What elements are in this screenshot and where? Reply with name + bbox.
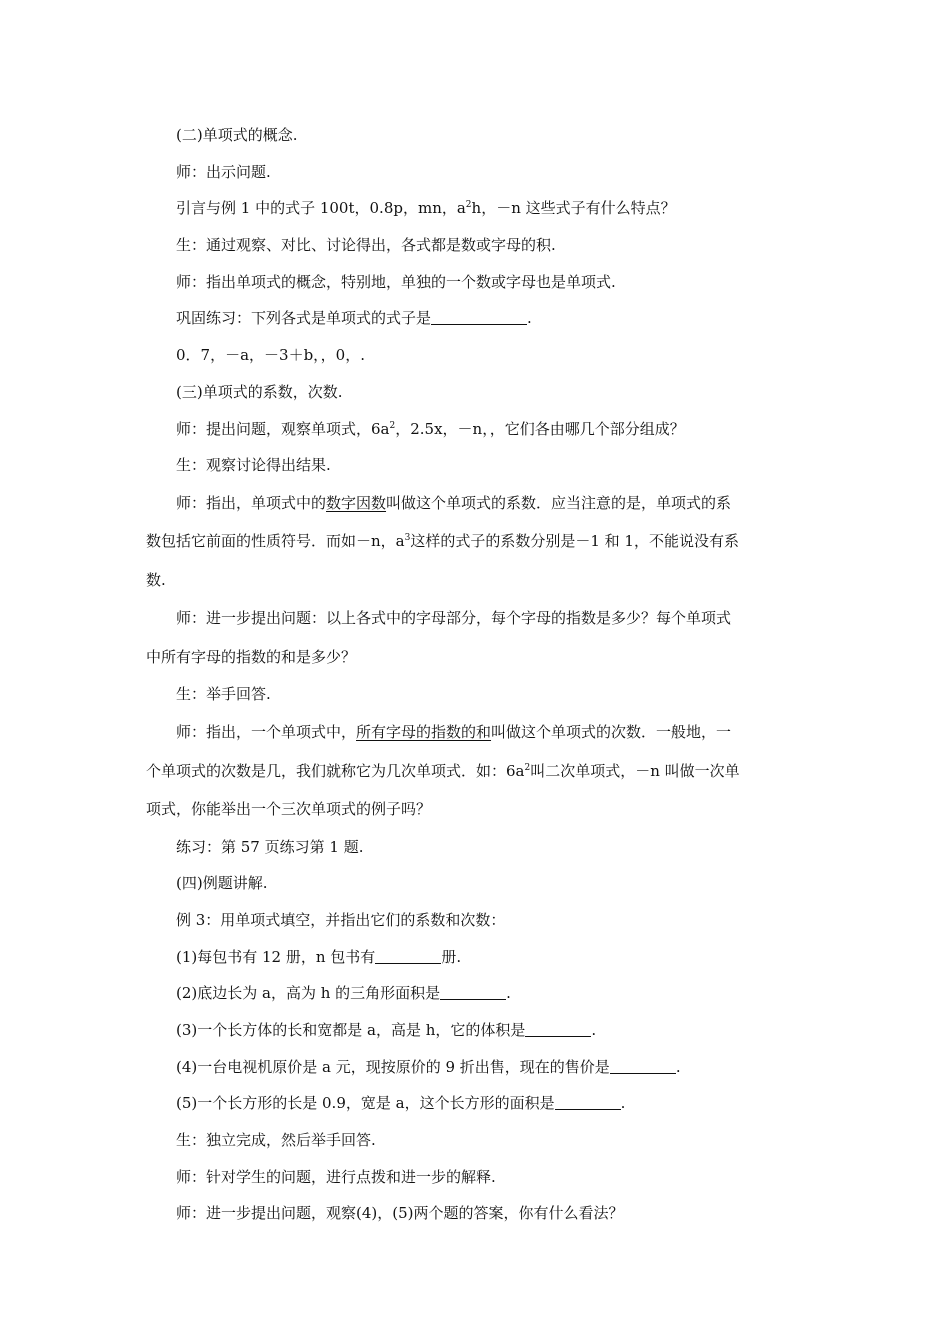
text: .: [620, 1094, 626, 1113]
example-item-5: [146, 1085, 816, 1122]
answer-blank: [375, 947, 441, 964]
text: .: [527, 309, 532, 328]
superscript: 2: [389, 420, 396, 431]
paragraph: 生：独立完成，然后举手回答.: [176, 1131, 376, 1150]
paragraph-continued: [146, 752, 816, 791]
text: 册.: [441, 947, 462, 966]
underlined-term: 数字因数: [326, 493, 387, 512]
text: 巩固练习：下列各式是单项式的式子是: [176, 309, 432, 328]
answer-blank: [610, 1057, 676, 1074]
paragraph: [146, 190, 816, 227]
superscript: 2: [524, 762, 531, 773]
text: (1)每包书有 12 册，n 包书有: [176, 947, 376, 966]
text: h，－n 这些式子有什么特点？: [471, 199, 676, 218]
text: 叫做这个单项式的次数．一般地，一: [491, 723, 732, 742]
paragraph: 练习：第 57 页练习第 1 题.: [176, 837, 364, 856]
text: 叫二次单项式，－n 叫做一次单: [530, 761, 740, 780]
paragraph: [146, 713, 816, 752]
superscript: 2: [465, 200, 472, 211]
text: 叫做这个单项式的系数．应当注意的是，单项式的系: [386, 493, 732, 512]
section-heading-3: (三)单项式的系数，次数.: [176, 382, 343, 401]
text: 这样的式子的系数分别是－1 和 1，不能说没有系: [410, 532, 739, 551]
paragraph: 师：出示问题.: [176, 162, 271, 181]
text: .: [675, 1057, 681, 1076]
text: 数包括它前面的性质符号．而如－n，a: [146, 532, 405, 551]
exercise: [146, 300, 816, 337]
paragraph: 0．7，－a，－3＋b，，0，.: [176, 346, 365, 365]
paragraph: 师：针对学生的问题，进行点拨和进一步的解释.: [176, 1167, 496, 1186]
answer-blank: [431, 308, 527, 325]
underlined-term: 所有字母的指数的和: [356, 723, 492, 742]
answer-blank: [440, 983, 506, 1000]
paragraph: 师：进一步提出问题：以上各式中的字母部分，每个字母的指数是多少？每个单项式: [176, 609, 732, 628]
text: 师：提出问题，观察单项式，6a: [176, 419, 390, 438]
paragraph-continued: 项式，你能举出一个三次单项式的例子吗？: [146, 800, 432, 819]
document-body: [146, 117, 816, 1232]
answer-blank: [525, 1020, 591, 1037]
example-heading: 例 3：用单项式填空，并指出它们的系数和次数：: [176, 910, 506, 929]
example-item-4: [146, 1049, 816, 1086]
section-heading-2: (二)单项式的概念.: [176, 126, 298, 144]
paragraph: 师：指出单项式的概念，特别地，单独的一个数或字母也是单项式.: [176, 272, 616, 291]
example-item-2: [146, 975, 816, 1012]
text: (4)一台电视机原价是 a 元，现按原价的 9 折出售，现在的售价是: [176, 1057, 610, 1076]
text: 引言与例 1 中的式子 100t，0.8p，mn，a: [176, 199, 466, 218]
paragraph: 生：举手回答.: [176, 685, 271, 704]
text: 个单项式的次数是几，我们就称它为几次单项式．如：6a: [146, 761, 525, 780]
example-item-3: [146, 1012, 816, 1049]
text: .: [506, 984, 511, 1003]
text: 师：指出，一个单项式中，: [176, 723, 357, 742]
text: 师：指出，单项式中的: [176, 493, 327, 512]
paragraph: 生：观察讨论得出结果.: [176, 456, 331, 475]
paragraph-continued: 数.: [146, 570, 166, 589]
text: ，2.5x，－n，，它们各由哪几个部分组成？: [395, 419, 685, 438]
paragraph-continued: [146, 522, 816, 561]
answer-blank: [555, 1093, 621, 1110]
text: .: [591, 1021, 597, 1039]
paragraph: 生：通过观察、对比、讨论得出，各式都是数或字母的积.: [176, 236, 556, 255]
text: (2)底边长为 a，高为 h 的三角形面积是: [176, 984, 441, 1003]
paragraph: [146, 411, 816, 448]
text: (5)一个长方形的长是 0.9，宽是 a，这个长方形的面积是: [176, 1094, 555, 1113]
section-heading-4: (四)例题讲解.: [176, 874, 268, 893]
paragraph: [146, 484, 816, 523]
text: (3)一个长方体的长和宽都是 a，高是 h，它的体积是: [176, 1021, 526, 1039]
paragraph-continued: 中所有字母的指数的和是多少？: [146, 647, 357, 666]
example-item-1: [146, 939, 816, 976]
superscript: 3: [404, 533, 411, 544]
paragraph: 师：进一步提出问题，观察(4)，(5)两个题的答案，你有什么看法？: [176, 1204, 624, 1223]
